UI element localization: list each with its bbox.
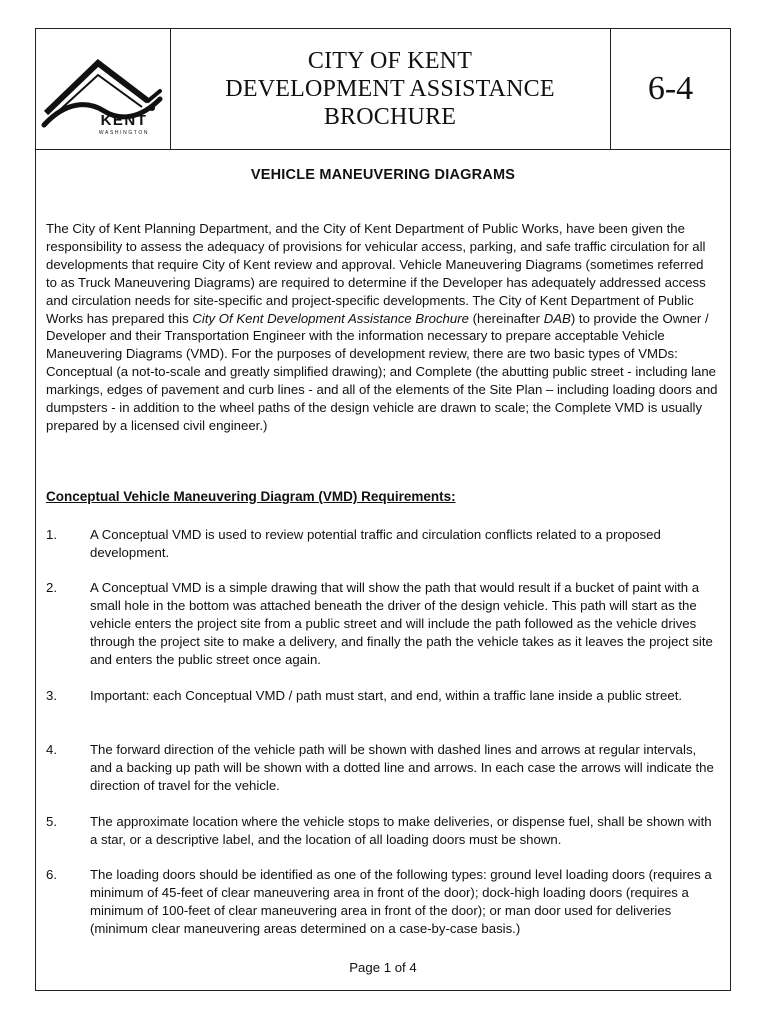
- document-title: VEHICLE MANEUVERING DIAGRAMS: [250, 167, 516, 183]
- list-item-text: The forward direction of the vehicle path will be shown with dashed lines and arrows at regular intervals, and a backing up path will be shown with a dotted line and arrows. In each case the arrows will indicate the direction of travel for the vehicle.: [90, 742, 714, 793]
- list-item: [46, 579, 720, 669]
- list-item-number: 5.: [46, 814, 57, 829]
- list-item: [46, 687, 720, 705]
- brochure-title-line-2: DEVELOPMENT ASSISTANCE: [225, 76, 555, 102]
- list-item: [46, 741, 720, 795]
- intro-text-2: (hereinafter: [468, 310, 544, 326]
- list-item-text: A Conceptual VMD is a simple drawing that will show the path that would result if a bucket of paint with a small hole in the bottom was attached beneath the driver of the design vehicle. This path will start as the vehicle enters the project site from a public street and will include the path followed as the vehicle drives through the project site to make a delivery, and finally the path the vehicle takes as it leaves the project site and enters the public street once again.: [90, 580, 713, 667]
- list-item-text: The loading doors should be identified as one of the following types: ground level loading doors (requires a minimum of 45-feet of clear maneuvering area in front of the door); dock-high loading doors (requires a minimum of 100-feet of clear maneuvering area in front of the door); or man door used for deliveries (minimum clear maneuvering areas determined on a case-by-case basis.): [90, 867, 712, 936]
- kent-logo: [36, 29, 170, 149]
- list-item: [46, 526, 720, 562]
- list-item-text: Important: each Conceptual VMD / path must start, and end, within a traffic lane inside a public street.: [90, 688, 683, 703]
- logo-wordmark: KENT: [100, 112, 148, 129]
- list-item-number: 3.: [46, 688, 57, 703]
- intro-italic-dab: DAB: [543, 310, 571, 326]
- list-item-number: 4.: [46, 742, 57, 757]
- logo-tagline: WASHINGTON: [98, 130, 150, 136]
- list-item-text: A Conceptual VMD is used to review potential traffic and circulation conflicts related to a proposed development.: [90, 527, 661, 560]
- brochure-title-line-3: BROCHURE: [323, 104, 457, 130]
- list-item: [46, 813, 720, 849]
- intro-paragraph: [46, 220, 718, 435]
- brochure-title-line-1: CITY OF KENT: [307, 48, 473, 74]
- intro-italic-brochure-name: City Of Kent Development Assistance Brochure: [192, 310, 469, 326]
- list-item: [46, 866, 720, 938]
- brochure-header: [36, 29, 730, 150]
- intro-text-1: The City of Kent Planning Department, and the City of Kent Department of Public Works, have been given the responsibility to assess the adequacy of provisions for vehicular access, parking, and safe traffic circulation for all developments that require City of Kent review and approval. Vehicle Maneuvering Diagrams (sometimes referred to as Truck Maneuvering Diagrams) are required to determine if the Developer has adequately addressed access and circulation needs for site-specific and project-specific developments. The City of Kent Department of Public Works has prepared this: [46, 221, 706, 326]
- brochure-title: [170, 29, 611, 149]
- intro-text-3: ) to provide the Owner / Developer and their Transportation Engineer with the information necessary to prepare acceptable Vehicle Maneuvering Diagrams (VMD). For the purposes of development review, there are two basic types of VMDs: Conceptual (a not-to-scale and greatly simplified drawing); and Complete (the abutting public street - including lane markings, edges of pavement and curb lines - and all of the elements of the Site Plan – including loading doors and dumpsters - in addition to the wheel paths of the design vehicle are drawn to scale; the Complete VMD is usually prepared by a licensed civil engineer.): [46, 310, 718, 433]
- document-page: [35, 28, 731, 991]
- section-heading: Conceptual Vehicle Maneuvering Diagram (VMD) Requirements:: [46, 489, 456, 504]
- list-item-text: The approximate location where the vehicle stops to make deliveries, or dispense fuel, shall be shown with a star, or a descriptive label, and the location of all loading doors must be shown.: [90, 814, 712, 847]
- list-item-number: 6.: [46, 867, 57, 882]
- page-number: Page 1 of 4: [349, 960, 417, 975]
- list-item-number: 2.: [46, 580, 57, 595]
- brochure-number-cell: [611, 29, 730, 149]
- brochure-number: 6-4: [647, 70, 694, 107]
- logo-cell: [36, 29, 171, 149]
- list-item-number: 1.: [46, 527, 57, 542]
